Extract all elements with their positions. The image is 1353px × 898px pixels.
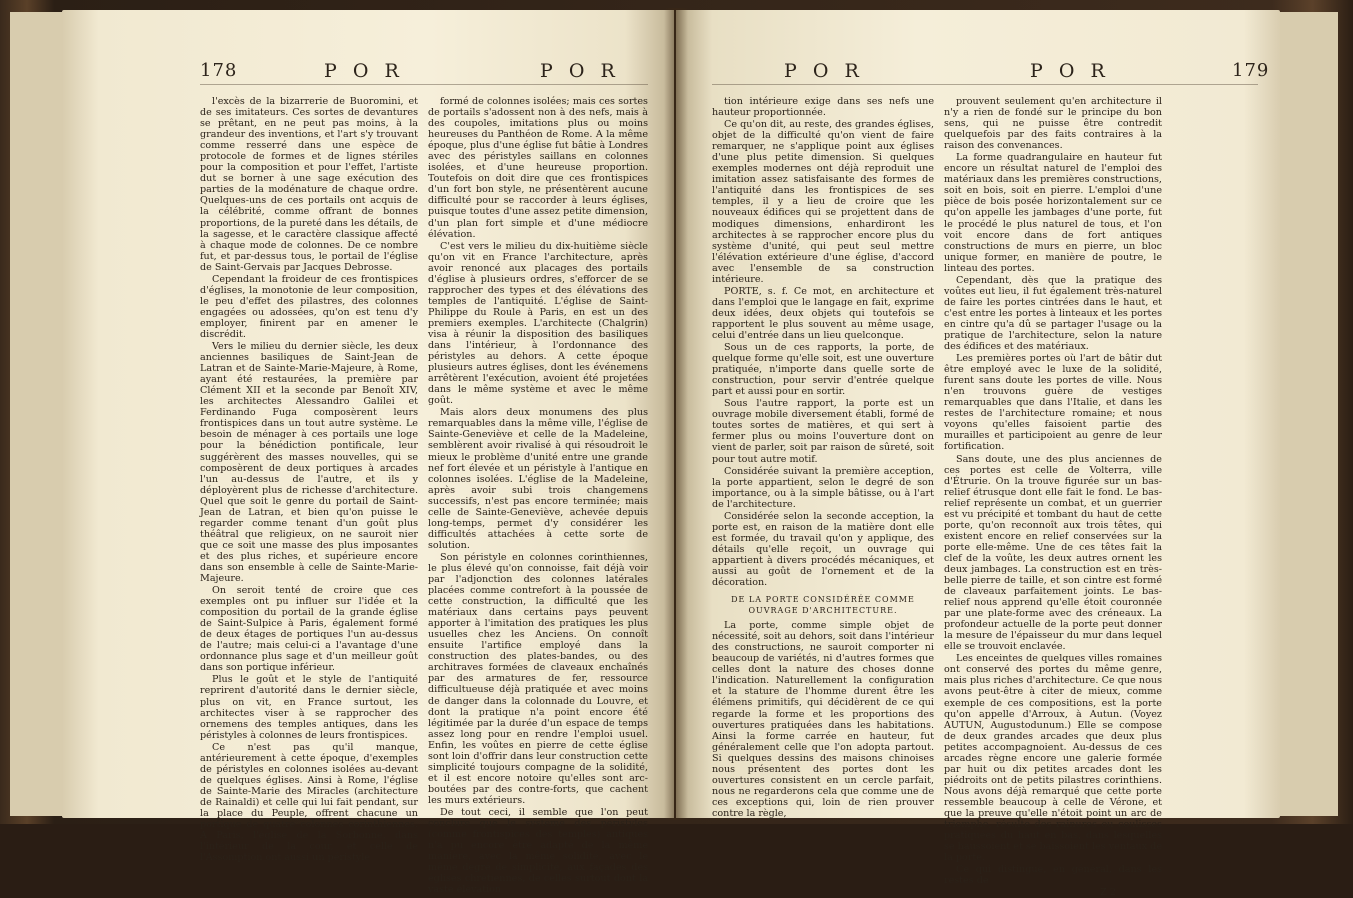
paragraph: Ce qui distingue, en général, dans les restes de bbox=[944, 864, 1162, 887]
paragraph: La porte, comme simple objet de nécessité, soit au dehors, soit dans l'intérieur des constructions, ne sauroit comporter ni beaucoup de variétés, ni d'autres formes que celles dont la nature des choses donne l'indication. Naturellement la configuration et la stature de l'homme durent être les élémens primitifs, qui décidèrent de ce qui regarde la forme et les proportions des ouvertures pratiquées dans les habitations. Ainsi la forme carrée en hauteur, fut généralement celle que l'on adopta partout. Si quelques dessins des maisons chinoises nous présentent des portes dont les ouvertures consistent en un cercle parfait, nous ne regarderons cela que comme une de ces exceptions qui, loin de rien prouver contre la règle, bbox=[712, 620, 934, 819]
header-rule bbox=[200, 84, 648, 85]
paragraph: C'est vers le milieu du dix-huitième siècle qu'on vit en France l'architecture, après avoir renoncé aux placages des portails d'église à plusieurs ordres, s'efforcer de se rapprocher des types et des élévations des temples de l'antiquité. L'église de Saint-Philippe du Roule à Paris, en est un des premiers exemples. L'architecte (Chalgrin) visa à réunir la disposition des basiliques dans l'intérieur, à l'ordonnance des péristyles au dehors. A cette époque plusieurs autres églises, dont les événemens arrêtèrent l'exécution, avoient été projetées dans le même système et avec le même goût. bbox=[428, 240, 648, 407]
running-head-inner: P O R bbox=[784, 60, 864, 82]
paragraph: Cependant la froideur de ces frontispices d'églises, la monotonie de leur composition, le peu d'effet des pilastres, des colonnes engagées ou adossées, qu'on est tenu d'y employer, finirent par en amener le discrédit. bbox=[200, 273, 418, 340]
right-column-1 bbox=[712, 96, 934, 819]
running-head: P O R bbox=[324, 60, 404, 82]
left-page-edges bbox=[10, 12, 62, 816]
paragraph: tion intérieure exige dans ses nefs une hauteur proportionnée. bbox=[712, 96, 934, 119]
right-page bbox=[676, 10, 1280, 898]
paragraph: Mais alors deux monumens des plus remarquables dans la même ville, l'église de Sainte-Geneviève et celle de la Madeleine, semblèrent avoir rivalisé à qui résoudroit le mieux le problème d'unité entre une grande nef fort élevée et un péristyle à l'antique en colonnes isolées. L'église de la Madeleine, après avoir subi trois changemens successifs, n'est pas encore terminée; mais celle de Sainte-Geneviève, achevée depuis long-temps, permet d'y considérer les difficultés attachées à cette sorte de solution. bbox=[428, 407, 648, 551]
paragraph: La forme quadrangulaire en hauteur fut encore un résultat naturel de l'emploi des matériaux dans les premières constructions, soit en bois, soit en pierre. L'emploi d'une pièce de bois posée horizontalement sur ce qu'on appelle les jambages d'une porte, fut le procédé le plus naturel de tous, et l'on voit encore dans de fort antiques constructions de murs en pierre, un bloc unique former, en manière de poutre, le linteau des portes. bbox=[944, 152, 1162, 274]
book-gutter bbox=[664, 8, 688, 820]
paragraph: Les premières portes où l'art de bâtir dut être employé avec le luxe de la solidité, furent sans doute les portes de ville. Nous n'en trouvons guère de vestiges remarquables que dans l'Italie, et dans les restes de l'architecture romaine; et nous voyons qu'elles faisoient partie des murailles et participoient au genre de leur fortification. bbox=[944, 353, 1162, 453]
running-head-inner: P O R bbox=[540, 60, 620, 82]
paragraph: Sous l'autre rapport, la porte est un ouvrage mobile diversement établi, formé de toutes sortes de matières, et qui sert à fermer plus ou moins l'ouverture dont on vient de parler, soit par raison de sûreté, soit pour tout autre motif. bbox=[712, 398, 934, 465]
paragraph: Cependant, dès que la pratique des voûtes eut lieu, il fut également très-naturel de faire les portes cintrées dans le haut, et c'est entre les portes à linteaux et les portes en cintre qu'a dû se partager l'usage ou la pratique de l'architecture, selon la nature des édifices et des matériaux. bbox=[944, 274, 1162, 353]
left-page bbox=[62, 10, 674, 896]
left-column-2 bbox=[428, 96, 648, 896]
paragraph: l'excès de la bizarrerie de Buoromini, et de ses imitateurs. Ces sortes de devantures se prêtant, en ne peut pas moins, à la grandeur des inventions, et l'art s'y trouvant comme resserré dans une espèce de protocole de formes et de lignes stériles pour la composition et pour l'effet, l'artiste dut se borner à une sage exécution des parties de la modénature de chaque ordre. Quelques-uns de ces portails ont acquis de la célébrité, comme offrant de bonnes proportions, de la pureté dans les détails, de la sagesse, et le caractère classique affecté à chaque mode de colonnes. De ce nombre fut, et par-dessus tous, le portail de l'église de Saint-Gervais par Jacques Debrosse. bbox=[200, 96, 418, 273]
page-number: 179 bbox=[1232, 60, 1270, 81]
page-number: 178 bbox=[200, 60, 238, 81]
paragraph: Son péristyle en colonnes corinthiennes, le plus élevé qu'on connoisse, fait déjà voir par l'adjonction des colonnes latérales placées comme contrefort à la poussée de cette construction, la difficulté que les matériaux dans certains pays peuvent apporter à l'imitation des pratiques les plus usuelles chez les Anciens. On connoît ensuite l'artifice employé dans la construction des plates-bandes, ou des architraves formées de claveaux enchaînés par des armatures de fer, ressource difficultueuse déjà pratiquée et avec moins de danger dans la colonnade du Louvre, et dont la pratique n'a point encore été légitimée par la durée d'un espace de temps assez long pour en rendre l'emploi usuel. Enfin, les voûtes en pierre de cette église sont loin d'offrir dans leur construction cette simplicité toujours compagne de la solidité, et il est encore notoire qu'elles sont arc-boutées par des contre-forts, que cachent les murs extérieurs. bbox=[428, 551, 648, 806]
paragraph: Considérée selon la seconde acception, la porte est, en raison de la matière dont elle est formée, du travail qu'on y applique, des détails qu'elle reçoit, un ouvrage qui appartient à divers procédés mécaniques, et aussi au goût de l'ornement et de la décoration. bbox=[712, 510, 934, 589]
right-column-2 bbox=[944, 96, 1162, 898]
running-head: P O R bbox=[1030, 60, 1110, 82]
paragraph: De tout ceci, il semble que l'on peut conclure que le système des péristyles (comme frontispices des temples) antiques n'a pu encore être adapté de la même manière, avec la même solidité, avec le même degré de simplicité, aux façades des églises chrétiennes, de celles surtout dont la vaste élévation bbox=[428, 807, 648, 896]
section-heading: DE LA PORTE CONSIDÉRÉE COMME OUVRAGE D'ARCHITECTURE. bbox=[731, 595, 915, 616]
entry-porte: PORTE, s. f. Ce mot, en architecture et dans l'emploi que le langage en fait, exprime deux idées, deux objets qui toutefois se rapportent le plus souvent au même usage, celui d'entrée dans un lieu quelconque. bbox=[712, 285, 934, 341]
paragraph: formé de colonnes isolées; mais ces sortes de portails s'adossent non à des nefs, mais à des coupoles, imitations plus ou moins heureuses du Panthéon de Rome. A la même époque, plus d'une église fut bâtie à Londres avec des péristyles saillans en colonnes isolées, et d'une heureuse proportion. Toutefois on doit dire que ces frontispices d'un fort bon style, ne présentèrent aucune difficulté pour se raccorder à leurs églises, puisque toutes d'une assez petite dimension, d'un plan fort simple et d'une médiocre élévation. bbox=[428, 96, 648, 240]
left-column-1 bbox=[200, 96, 418, 864]
paragraph: On seroit tenté de croire que ces exemples ont pu influer sur l'idée et la composition du portail de la grande église de Saint-Sulpice à Paris, également formé de deux étages de portiques l'un au-dessus de l'autre; mais celui-ci a l'avantage d'une ordonnance plus sage et d'un meilleur goût dans son portique inférieur. bbox=[200, 585, 418, 674]
paragraph: Sans doute, une des plus anciennes de ces portes est celle de Volterra, ville d'Étrurie. On la trouve figurée sur un bas-relief étrusque dont elle fait le fond. Le bas-relief représente un combat, et un guerrier est vu précipité et tombant du haut de cette porte, qu'on reconnoît aux trois têtes, qui existent encore en relief conservées sur la porte elle-même. Une de ces têtes fait la clef de la voûte, les deux autres ornent les deux jambages. La construction est en très-belle pierre de taille, et son cintre est formé de claveaux parfaitement joints. Le bas-relief nous apprend qu'elle étoit couronnée par une plate-forme avec des créneaux. La profondeur actuelle de la porte peut donner la mesure de l'épaisseur du mur dans lequel elle se trouvoit enclavée. bbox=[944, 453, 1162, 653]
paragraph: Les enceintes de quelques villes romaines ont conservé des portes du même genre, mais plus riches d'architecture. Ce que nous avons peut-être à citer de mieux, comme exemple de ces compositions, est la porte qu'on appelle d'Arroux, à Autun. (Voyez AUTUN, Augustodunum.) Elle se compose de deux grandes arcades que deux plus petites accompagnoient. Au-dessus de ces arcades règne encore une galerie formée par huit ou dix petites arcades dont les piédroits ont de petits pilastres corinthiens. Nous avons déjà remarqué que cette porte ressemble beaucoup à celle de Vérone, et que la preuve qu'elle n'étoit point un arc de triomphe, résulte des rainures ou coulisses pratiquées du haut en bas, dans lesquelles se haussoient et se baissoient les ventaux de la porte. bbox=[944, 653, 1162, 864]
right-header bbox=[676, 60, 1280, 86]
paragraph: prouvent seulement qu'en architecture il n'y a rien de fondé sur le principe du bon sens, qui ne puisse être contredit quelquefois par des faits contraires à la raison des convenances. bbox=[944, 96, 1162, 152]
paragraph: Plus le goût et le style de l'antiquité reprirent d'autorité dans le dernier siècle, plus on vit, en France surtout, les architectes viser à se rapprocher des ornemens des temples antiques, dans les péristyles à colonnes de leurs frontispices. bbox=[200, 674, 418, 741]
paragraph: Ce n'est pas qu'il manque, antérieurement à cette époque, d'exemples de péristyles en colonnes isolées au-devant de quelques églises. Ainsi à Rome, l'église de Sainte-Marie des Miracles (architecture de Rainaldi) et celle qui lui fait pendant, sur la place du Peuple, offrent chacune un portique de quatre colonnes corinthiennes. A Paris, l'église de la Sorbonne, dans l'intérieur de la cour, et celle de l'Assomption ont aussi un péristyle bbox=[200, 741, 418, 864]
paragraph: Considérée suivant la première acception, la porte appartient, selon le degré de son importance, ou à la simple bâtisse, ou à l'art de l'architecture. bbox=[712, 465, 934, 510]
paragraph: Sous un de ces rapports, la porte, de quelque forme qu'elle soit, est une ouverture pratiquée, n'importe dans quelle sorte de construction, pour servir d'entrée quelque part et aussi pour en sortir. bbox=[712, 342, 934, 398]
header-rule bbox=[712, 84, 1258, 85]
paragraph: Ce qu'on dit, au reste, des grandes églises, objet de la difficulté qu'on vient de faire remarquer, ne s'applique point aux églises d'une plus petite dimension. Si quelques exemples modernes ont déjà reproduit une imitation assez satisfaisante des formes de l'antiquité dans les frontispices de ses temples, il y a lieu de croire que les nouveaux édifices qui se projettent dans de modiques dimensions, enhardiront les architectes à se rapprocher encore plus du système d'unité, qui peut seul mettre l'élévation extérieure d'une église, d'accord avec l'ensemble de sa construction intérieure. bbox=[712, 119, 934, 285]
right-page-edges bbox=[1280, 12, 1338, 816]
paragraph: Vers le milieu du dernier siècle, les deux anciennes basiliques de Saint-Jean de Latran et de Sainte-Marie-Majeure, à Rome, ayant été restaurées, la première par Clément XII et la seconde par Benoît XIV, les architectes Alessandro Galilei et Ferdinando Fuga composèrent leurs frontispices dans un tout autre système. Le besoin de ménager à ces portails une loge pour la bénédiction pontificale, leur suggérèrent des masses nouvelles, qui se composèrent de deux portiques à arcades l'un au-dessus de l'autre, et ils y déployèrent plus de richesse d'architecture. Quel que soit le genre du portail de Saint-Jean de Latran, et bien qu'on puisse le regarder comme tenant d'un goût plus théâtral que religieux, on ne sauroit nier que ce soit une masse des plus imposantes et des plus riches, et supérieure encore dans son ensemble à celle de Sainte-Marie-Majeure. bbox=[200, 341, 418, 585]
left-header bbox=[62, 60, 674, 86]
signature-mark: Z 2 bbox=[1100, 887, 1116, 898]
